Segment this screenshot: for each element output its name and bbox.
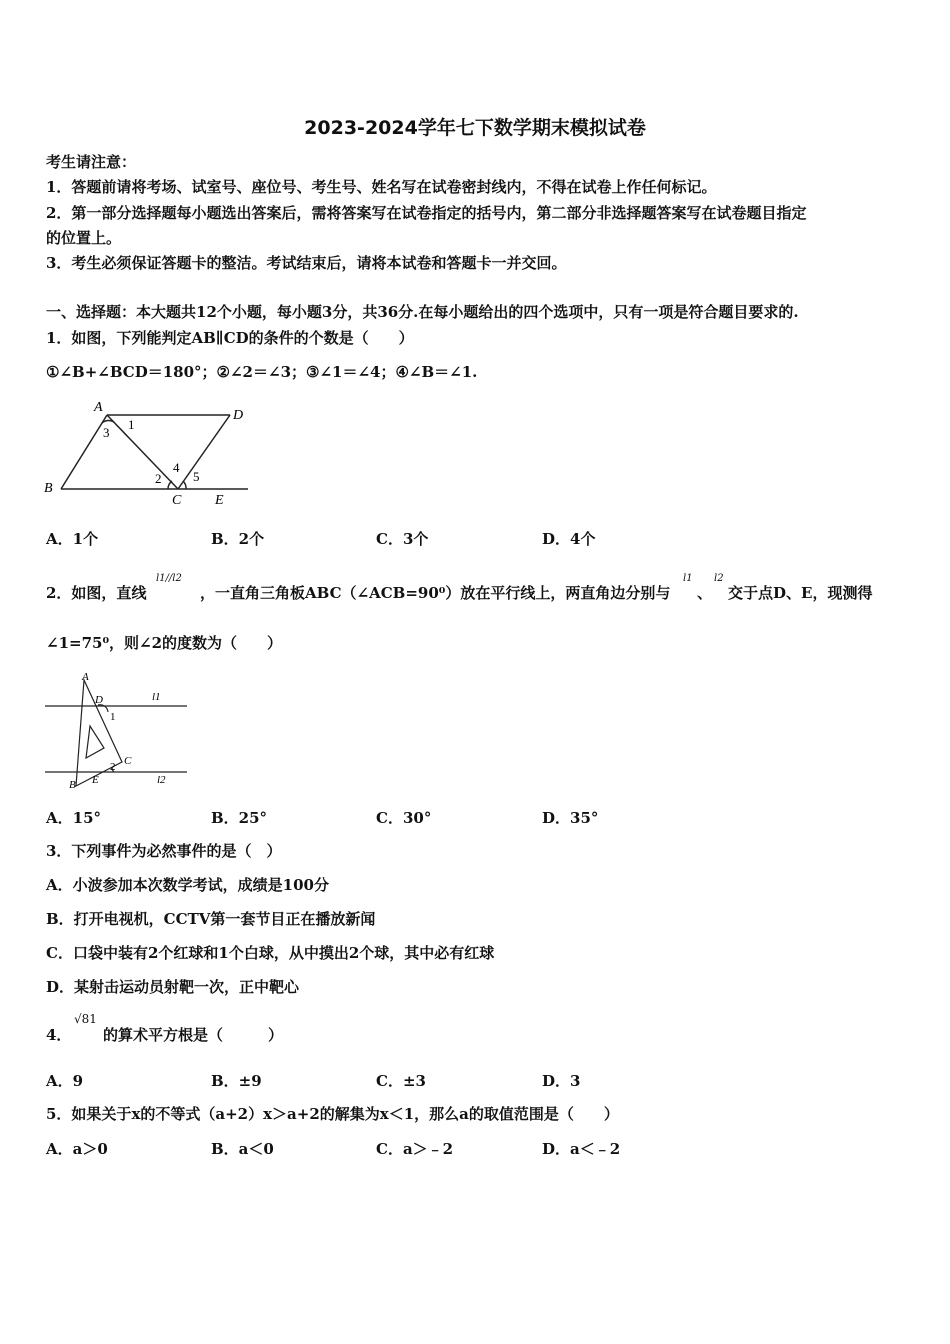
q4-option-c[interactable]: C．±3 xyxy=(376,1072,426,1090)
q2-label-l2: l2 xyxy=(157,774,166,786)
q2-stem-a: 2．如图，直线 xyxy=(46,584,147,602)
q2-stem-b: ，一直角三角板ABC（∠ACB=90⁰）放在平行线上，两直角边分别与 xyxy=(200,584,671,602)
q5-option-b[interactable]: B．a＜0 xyxy=(211,1140,274,1158)
q1-label-5: 5 xyxy=(193,469,200,484)
q5-option-d[interactable]: D．a＜﹣2 xyxy=(542,1140,621,1158)
q2-label-b: B xyxy=(69,779,76,791)
q2-label-e: E xyxy=(92,774,99,786)
q5-option-c[interactable]: C．a＞﹣2 xyxy=(376,1140,454,1158)
q1-label-a: A xyxy=(94,400,103,415)
notice-item-2-cont: 的位置上。 xyxy=(46,229,122,247)
q2-label-1: 1 xyxy=(110,711,116,723)
notice-item-1: 1．答题前请将考场、试室号、座位号、考生号、姓名写在试卷密封线内，不得在试卷上作任何标记。 xyxy=(46,178,717,196)
q1-option-c[interactable]: C．3个 xyxy=(376,530,429,548)
q2-l2-symbol: l2 xyxy=(714,573,724,584)
q2-option-d[interactable]: D．35° xyxy=(542,809,599,827)
q1-stem: 1．如图，下列能判定AB∥CD的条件的个数是（ ） xyxy=(46,329,414,347)
q1-option-b[interactable]: B．2个 xyxy=(211,530,265,548)
q1-label-1: 1 xyxy=(128,417,135,432)
q4-option-a[interactable]: A．9 xyxy=(46,1072,84,1090)
q2-label-l1: l1 xyxy=(152,691,161,703)
q2-stem-d: ∠1=75⁰，则∠2的度数为（ ） xyxy=(46,634,283,652)
q1-option-a[interactable]: A．1个 xyxy=(46,530,99,548)
q1-label-c: C xyxy=(172,493,182,508)
q2-option-c[interactable]: C．30° xyxy=(376,809,432,827)
q2-option-b[interactable]: B．25° xyxy=(211,809,268,827)
q2-option-a[interactable]: A．15° xyxy=(46,809,102,827)
notice-item-3: 3．考生必须保证答题卡的整洁。考试结束后，请将本试卷和答题卡一并交回。 xyxy=(46,254,567,272)
q1-label-d: D xyxy=(233,408,244,423)
q1-label-4: 4 xyxy=(173,460,180,475)
q4-stem: 的算术平方根是（ ） xyxy=(103,1026,284,1044)
q2-l1-symbol: l1 xyxy=(683,573,693,584)
exam-title: 2023-2024学年七下数学期末模拟试卷 xyxy=(304,117,646,139)
notice-item-2: 2．第一部分选择题每小题选出答案后，需将答案写在试卷指定的括号内，第二部分非选择题答案写在试卷题目指定 xyxy=(46,204,807,222)
q1-label-b: B xyxy=(44,481,53,496)
q2-label-2: 2 xyxy=(110,761,116,773)
q4-radical: √81 xyxy=(74,1012,97,1026)
q1-figure xyxy=(40,395,270,515)
q2-l1l2-symbol: l1//l2 xyxy=(156,573,182,584)
q3-option-a[interactable]: A．小波参加本次数学考试，成绩是100分 xyxy=(46,876,329,894)
q5-stem: 5．如果关于x的不等式（a+2）x＞a+2的解集为x＜1，那么a的取值范围是（ ） xyxy=(46,1105,619,1123)
q2-label-d: D xyxy=(95,694,103,706)
q1-option-d[interactable]: D．4个 xyxy=(542,530,596,548)
notice-heading: 考生请注意： xyxy=(46,153,137,171)
q3-stem: 3．下列事件为必然事件的是（ ） xyxy=(46,842,282,860)
q2-figure xyxy=(40,668,200,793)
q3-option-d[interactable]: D．某射击运动员射靶一次，正中靶心 xyxy=(46,978,300,996)
q4-option-b[interactable]: B．±9 xyxy=(211,1072,262,1090)
q2-separator: 、 xyxy=(697,584,713,602)
q3-option-c[interactable]: C．口袋中装有2个红球和1个白球，从中摸出2个球，其中必有红球 xyxy=(46,944,495,962)
q2-label-c: C xyxy=(124,755,132,767)
q5-option-a[interactable]: A．a＞0 xyxy=(46,1140,108,1158)
q1-conditions: ①∠B+∠BCD＝180°；②∠2＝∠3；③∠1＝∠4；④∠B＝∠1. xyxy=(46,363,478,381)
q1-label-e: E xyxy=(215,493,224,508)
q2-stem-c: 交于点D、E，现测得 xyxy=(728,584,873,602)
q2-label-a: A xyxy=(82,671,89,683)
q1-label-3: 3 xyxy=(103,425,110,440)
q1-label-2: 2 xyxy=(155,471,162,486)
q3-option-b[interactable]: B．打开电视机，CCTV第一套节目正在播放新闻 xyxy=(46,910,376,928)
q4-option-d[interactable]: D．3 xyxy=(542,1072,581,1090)
section-heading: 一、选择题：本大题共12个小题，每小题3分，共36分.在每小题给出的四个选项中，只有一项是符合题目要求的. xyxy=(46,303,799,321)
q4-number: 4． xyxy=(46,1026,72,1044)
